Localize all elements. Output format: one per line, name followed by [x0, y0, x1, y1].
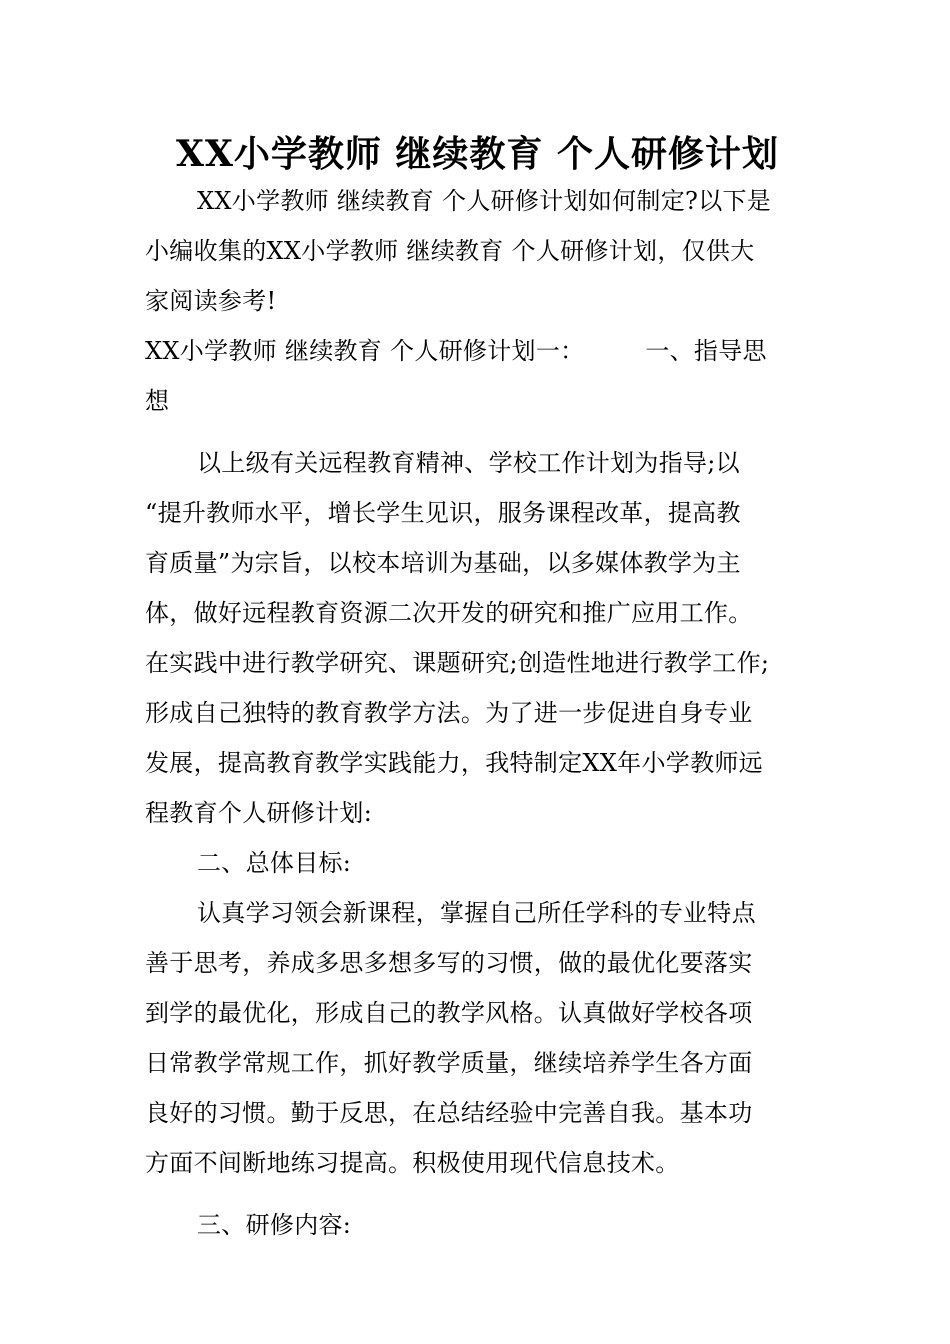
- text-line: 善于思考，养成多思多想多写的习惯，做的最优化要落实: [145, 949, 753, 977]
- text-line: 日常教学常规工作，抓好教学质量，继续培养学生各方面: [145, 1049, 753, 1077]
- text-line: 良好的习惯。勤于反思，在总结经验中完善自我。基本功: [145, 1099, 753, 1127]
- text-line: 三、研修内容:: [197, 1211, 352, 1239]
- text-line: 在实践中进行教学研究、课题研究;创造性地进行教学工作;: [145, 649, 770, 677]
- text-line: 想: [145, 387, 170, 415]
- text-line: XX小学教师 继续教育 个人研修计划一： 一、指导思: [145, 337, 767, 365]
- text-line: 认真学习领会新课程，掌握自己所任学科的专业特点: [197, 899, 756, 927]
- text-line: 体，做好远程教育资源二次开发的研究和推广应用工作。: [145, 599, 753, 627]
- text-line: 以上级有关远程教育精神、学校工作计划为指导;以: [197, 449, 740, 477]
- paragraph-gap: [145, 426, 810, 438]
- text-line: “提升教师水平，增长学生见识，服务课程改革，提高教: [145, 499, 741, 527]
- text-line: 方面不间断地练习提高。积极使用现代信息技术。: [145, 1149, 680, 1177]
- text-line: 育质量”为宗旨，以校本培训为基础，以多媒体教学为主: [145, 549, 741, 577]
- document-title: XX小学教师 继续教育 个人研修计划: [176, 133, 779, 175]
- text-line: 形成自己独特的教育教学方法。为了进一步促进自身专业: [145, 699, 753, 727]
- document-body: [145, 176, 810, 1250]
- text-line: 二、总体目标:: [197, 849, 352, 877]
- paragraph-gap: [145, 1188, 810, 1200]
- text-line: 到学的最优化，形成自己的教学风格。认真做好学校各项: [145, 999, 753, 1027]
- text-line: 发展，提高教育教学实践能力，我特制定XX年小学教师远: [145, 749, 763, 777]
- text-line: 家阅读参考!: [145, 287, 277, 315]
- text-line: 小编收集的XX小学教师 继续教育 个人研修计划，仅供大: [145, 237, 755, 265]
- text-line: XX小学教师 继续教育 个人研修计划如何制定?以下是: [197, 187, 772, 215]
- text-line: 程教育个人研修计划:: [145, 799, 373, 827]
